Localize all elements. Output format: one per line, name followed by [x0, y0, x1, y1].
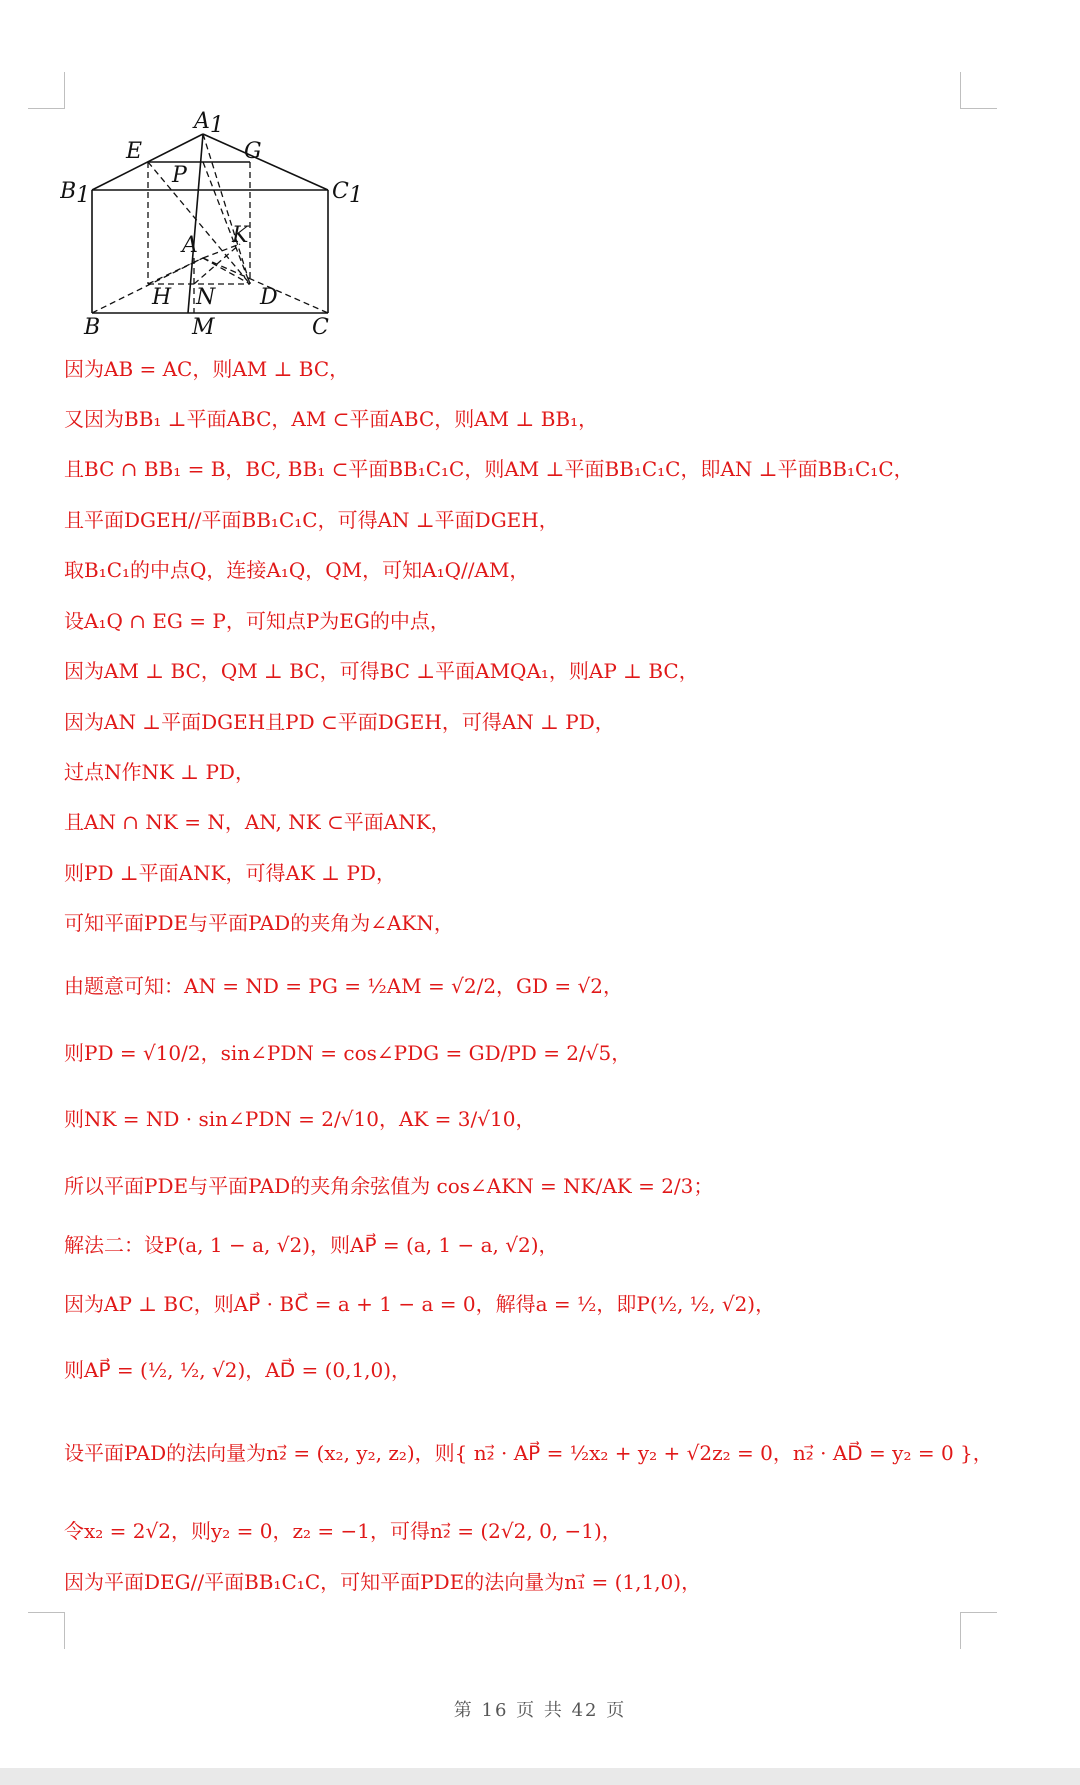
- solution-line: 因为AM ⊥ BC，QM ⊥ BC，可得BC ⊥平面AMQA₁，则AP ⊥ BC，: [64, 659, 699, 683]
- solution-line: 且BC ∩ BB₁ = B，BC, BB₁ ⊂平面BB₁C₁C，则AM ⊥平面BB₁C₁C，即AN ⊥平面BB₁C₁C，: [64, 457, 914, 481]
- solution-line: 因为AB = AC，则AM ⊥ BC，: [64, 357, 350, 381]
- label-d: D: [260, 285, 278, 310]
- edge-a1-d: [203, 134, 250, 284]
- solution-line: 则PD = √10/2，sin∠PDN = cos∠PDG = GD/PD = 2/√5，: [64, 1041, 632, 1065]
- solution-line: 则PD ⊥平面ANK，可得AK ⊥ PD，: [64, 861, 396, 885]
- solution-line: 令x₂ = 2√2，则y₂ = 0，z₂ = −1，可得n₂⃗ = (2√2, 0, −1)，: [64, 1519, 622, 1543]
- solution-line: 过点N作NK ⊥ PD，: [64, 760, 255, 784]
- crop-mark-bottom-left: [28, 1612, 65, 1649]
- solution-line: 因为AN ⊥平面DGEH且PD ⊂平面DGEH，可得AN ⊥ PD，: [64, 710, 615, 734]
- geometry-figure: [60, 108, 380, 343]
- bottom-scroll-bar[interactable]: [0, 1768, 1080, 1785]
- solution-line: 因为AP ⊥ BC，则AP⃗ · BC⃗ = a + 1 − a = 0，解得a = ½，即P(½, ½, √2)，: [64, 1292, 776, 1316]
- label-m: M: [192, 315, 215, 340]
- solution-line: 因为平面DEG//平面BB₁C₁C，可知平面PDE的法向量为n₁⃗ = (1,1,0)，: [64, 1570, 702, 1594]
- crop-mark-top-right: [960, 72, 997, 109]
- solution-line: 设A₁Q ∩ EG = P，可知点P为EG的中点，: [64, 609, 450, 633]
- crop-mark-top-left: [28, 72, 65, 109]
- solution-line: 取B₁C₁的中点Q，连接A₁Q，QM，可知A₁Q//AM，: [64, 558, 530, 582]
- label-n: N: [196, 285, 216, 310]
- label-h: H: [152, 285, 172, 310]
- solution-line: 由题意可知：AN = ND = PG = ½AM = √2/2，GD = √2，: [64, 974, 623, 998]
- solution-line: 则NK = ND · sin∠PDN = 2/√10，AK = 3/√10，: [64, 1107, 536, 1131]
- label-e: E: [126, 139, 143, 164]
- label-a1: A1: [194, 109, 224, 138]
- solution-line: 可知平面PDE与平面PAD的夹角为∠AKN，: [64, 911, 454, 935]
- solution-line: 且平面DGEH//平面BB₁C₁C，可得AN ⊥平面DGEH，: [64, 508, 559, 532]
- solution-line: 则AP⃗ = (½, ½, √2)，AD⃗ = (0,1,0)，: [64, 1358, 412, 1382]
- solution-line: 设平面PAD的法向量为n₂⃗ = (x₂, y₂, z₂)，则{ n₂⃗ · AP⃗ = ½x₂ + y₂ + √2z₂ = 0，n₂⃗ · AD⃗ = y₂ = 0 }，: [64, 1441, 993, 1465]
- edge-h-a: [148, 258, 203, 284]
- label-b: B: [84, 315, 101, 340]
- label-a: A: [182, 233, 198, 258]
- label-p: P: [172, 163, 187, 188]
- solution-line: 又因为BB₁ ⊥平面ABC，AM ⊂平面ABC，则AM ⊥ BB₁，: [64, 407, 599, 431]
- label-c: C: [312, 315, 329, 340]
- solution-line: 所以平面PDE与平面PAD的夹角余弦值为 cos∠AKN = NK/AK = 2/3；: [64, 1174, 714, 1198]
- solution-line: 解法二：设P(a, 1 − a, √2)，则AP⃗ = (a, 1 − a, √2)，: [64, 1233, 559, 1257]
- solution-line: 且AN ∩ NK = N，AN, NK ⊂平面ANK，: [64, 810, 451, 834]
- crop-mark-bottom-right: [960, 1612, 997, 1649]
- label-k: K: [232, 223, 249, 248]
- label-c1: C1: [332, 179, 363, 208]
- label-g: G: [244, 139, 262, 164]
- label-b1: B1: [60, 179, 91, 208]
- page-number-footer: 第 16 页 共 42 页: [453, 1700, 627, 1721]
